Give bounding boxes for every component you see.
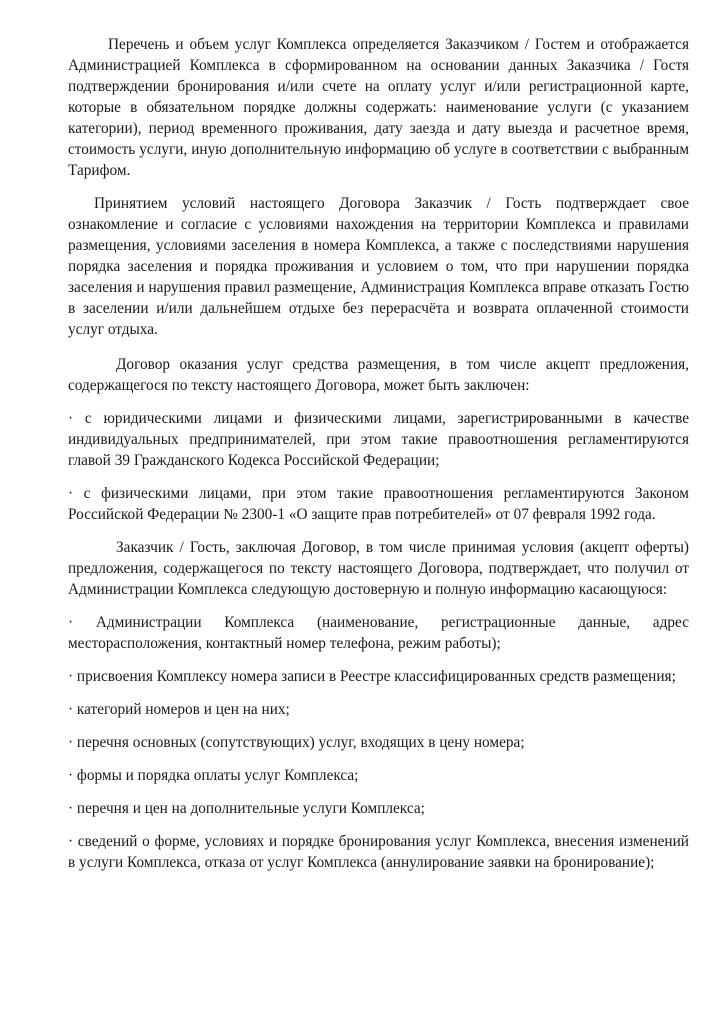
list-item-administration: · Администрации Комплекса (наименование, регистрационные данные, адрес месторасположения, контактный номер телефона, режим работы); bbox=[68, 614, 689, 652]
list-item-individuals: · с физическими лицами, при этом такие правоотношения регламентируются Законом Российской Федерации № 2300-1 «О защите прав потребителей» от 07 февраля 1992 года. bbox=[68, 485, 689, 523]
paragraph-information-received: Заказчик / Гость, заключая Договор, в том числе принимая условия (акцепт оферты) предложения, содержащегося по тексту настоящего Договора, подтверждает, что получил от Администрации Комплекса следующую достоверную и полную информацию касающуюся: bbox=[68, 539, 689, 598]
list-item-room-categories: · категорий номеров и цен на них; bbox=[68, 701, 290, 718]
list-item-booking-info: · сведений о форме, условиях и порядке бронирования услуг Комплекса, внесения изменений в услуги Комплекса, отказа от услуг Комплекса (аннулирование заявки на бронирование); bbox=[68, 833, 689, 871]
list-item-payment-forms: · формы и порядка оплаты услуг Комплекса; bbox=[68, 767, 359, 784]
paragraph-acceptance-terms: Принятием условий настоящего Договора Заказчик / Гость подтверждает свое ознакомление и согласие с условиями нахождения на территории Комплекса и правилами размещения, условиями заселения в номера Комплекса, а также с последствиями нарушения порядка заселения и порядка проживания и условием о том, что при нарушении порядка заселения и нарушения правил размещение, Администрация Комплекса вправе отказать Гостю в заселении и/или дальнейшем отдыхе без перерасчёта и возврата оплаченной стоимости услуг отдыха. bbox=[68, 195, 689, 338]
list-item-additional-services: · перечня и цен на дополнительные услуги Комплекса; bbox=[68, 800, 425, 817]
paragraph-services-scope: Перечень и объем услуг Комплекса определяется Заказчиком / Гостем и отображается Администрацией Комплекса в сформированном на основании данных Заказчика / Гостя подтверждении бронирования и/или счете на оплату услуг и/или регистрационной карте, которые в обязательном порядке должны содержать: наименование услуги (с указанием категории), период временного проживания, дату заезда и дату выезда и расчетное время, стоимость услуги, иную дополнительную информацию об услуге в соответствии с выбранным Тарифом. bbox=[68, 36, 689, 179]
list-item-legal-entities: · с юридическими лицами и физическими лицами, зарегистрированными в качестве индивидуальных предпринимателей, при этом такие правоотношения регламентируются главой 39 Гражданского Кодекса Российской Федерации; bbox=[68, 410, 689, 469]
list-item-registry-number: · присвоения Комплексу номера записи в Реестре классифицированных средств размещения; bbox=[68, 668, 676, 685]
paragraph-contract-parties: Договор оказания услуг средства размещения, в том числе акцепт предложения, содержащегося по тексту настоящего Договора, может быть заключен: bbox=[68, 356, 689, 394]
list-item-basic-services: · перечня основных (сопутствующих) услуг, входящих в цену номера; bbox=[68, 734, 525, 751]
document-page bbox=[68, 34, 689, 885]
